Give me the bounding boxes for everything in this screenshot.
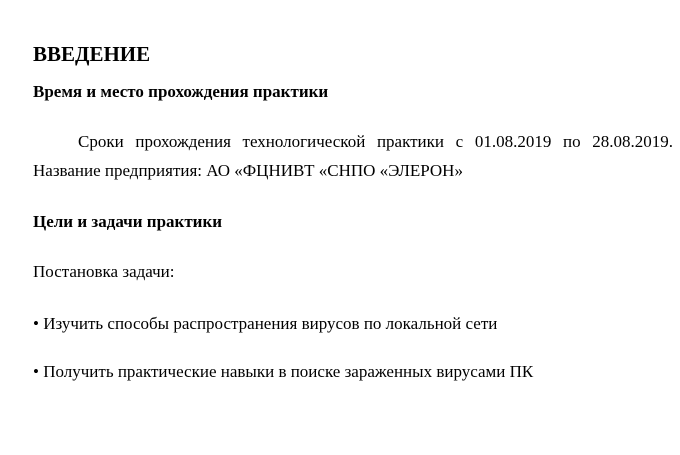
list-item: • Изучить способы распространения вирусов по локальной сети (33, 314, 498, 333)
section-heading-time-place: Время и место прохождения практики (33, 82, 329, 101)
task-statement-label: Постановка задачи: (33, 262, 175, 281)
section-heading-goals: Цели и задачи практики (33, 212, 223, 231)
company-name-paragraph: Название предприятия: АО «ФЦНИВТ «СНПО «ЭЛЕРОН» (33, 161, 463, 180)
practice-dates-paragraph: Сроки прохождения технологической практики с 01.08.2019 по 28.08.2019. (78, 132, 673, 151)
page-title: ВВЕДЕНИЕ (33, 42, 151, 66)
list-item: • Получить практические навыки в поиске зараженных вирусами ПК (33, 362, 534, 381)
